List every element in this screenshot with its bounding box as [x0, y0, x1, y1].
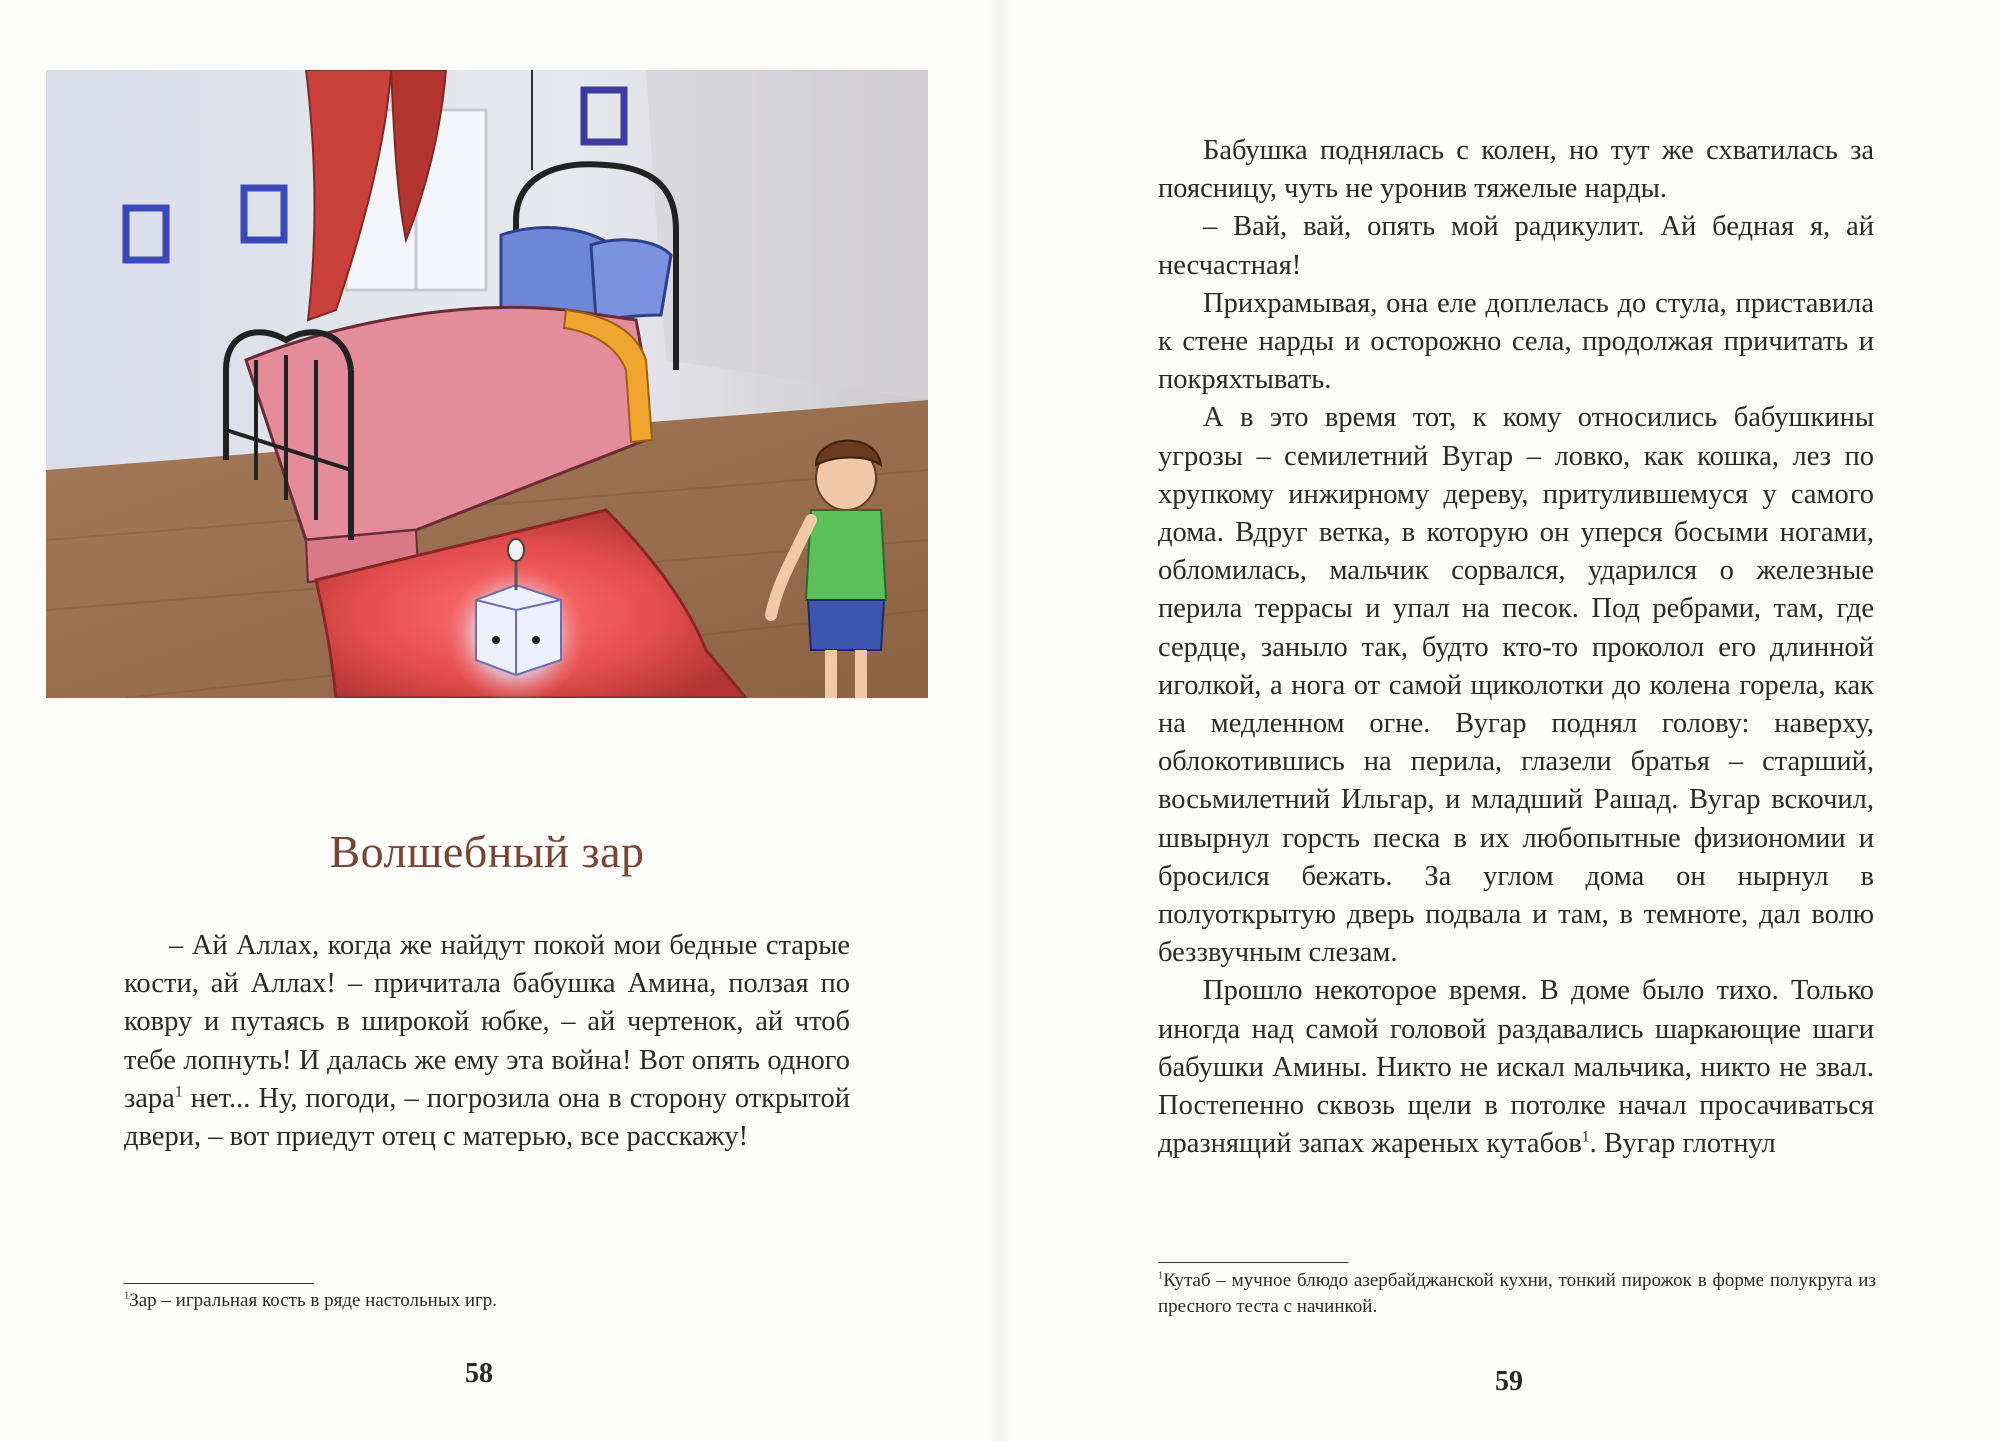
footnote-text: Кутаб – мучное блюдо азербайджанской кухни, тонкий пирожок в форме полукруга из пресного теста с начинкой. — [1158, 1270, 1876, 1317]
paragraph: Прихрамывая, она еле доплелась до стула, приставила к стене нарды и осторожно села, продолжая причитать и покряхтывать. — [1158, 287, 1874, 396]
footnote-number: 1 — [124, 1290, 130, 1302]
footnote — [1158, 1268, 1876, 1320]
paragraph-text-continued: . Вугар глотнул — [1589, 1128, 1776, 1160]
left-body-text — [124, 927, 850, 1156]
page-number: 58 — [465, 1358, 493, 1389]
paragraph — [1158, 972, 1874, 1163]
paragraph — [124, 927, 850, 1156]
footnote-divider — [1158, 1262, 1348, 1263]
paragraph: А в это время тот, к кому относились бабушкины угрозы – семилетний Вугар – ловко, как кошка, лез по хрупкому инжирному дереву, притулившемуся у самого дома. Вдруг ветка, в которую он уперся босыми ногами, обломилась, мальчик сорвался, ударился о железные перила террасы и упал на песок. Под ребрами, там, где сердце, заныло так, будто кто-то проколол его длинной иголкой, а нога от самой щиколотки до колена горела, как на медленном огне. Вугар поднял голову: наверху, облокотившись на перила, глазели братья – старший, восьмилетний Ильгар, и младший Рашад. Вугар вскочил, швырнул горсть песка в их любопытные физиономии и бросился бежать. За углом дома он нырнул в полуоткрытую дверь подвала и там, в темноте, дал волю беззвучным слезам. — [1158, 402, 1874, 969]
illustration-drawing — [46, 70, 928, 698]
footnote-divider — [124, 1283, 314, 1284]
room-illustration — [46, 70, 928, 698]
right-page — [1000, 0, 2000, 1441]
footnote — [124, 1288, 824, 1314]
page-number: 59 — [1495, 1366, 1523, 1397]
chapter-title: Волшебный зар — [329, 826, 645, 877]
right-body-text — [1158, 132, 1874, 1163]
paragraph-text: – Ай Аллах, когда же найдут покой мои бедные старые кости, ай Аллах! – причитала бабушка Амина, ползая по ковру и путаясь в широкой юбке, – ай чертенок, ай чтоб тебе лопнуть! И далась же ему эта война! Вот опять одного зара — [124, 930, 850, 1114]
footnote-mark: 1 — [174, 1083, 183, 1101]
footnote-text: Зар – игральная кость в ряде настольных игр. — [129, 1290, 498, 1311]
paragraph-text-continued: нет... Ну, погоди, – погрозила она в сторону открытой двери, – вот приедут отец с матерью, все расскажу! — [124, 1082, 850, 1153]
footnote-mark: 1 — [1581, 1128, 1590, 1146]
footnote-number: 1 — [1158, 1270, 1164, 1282]
paragraph: – Вай, вай, опять мой радикулит. Ай бедная я, ай несчастная! — [1158, 211, 1874, 281]
paragraph: Бабушка поднялась с колен, но тут же схватилась за поясницу, чуть не уронив тяжелые нарды. — [1158, 135, 1874, 205]
paragraph-text: Прошло некоторое время. В доме было тихо. Только иногда над самой головой раздавались шаркающие шаги бабушки Амины. Никто не искал мальчика, никто не звал. Постепенно сквозь щели в потолке начал просачиваться дразнящий запах жареных кутабов — [1158, 975, 1874, 1160]
